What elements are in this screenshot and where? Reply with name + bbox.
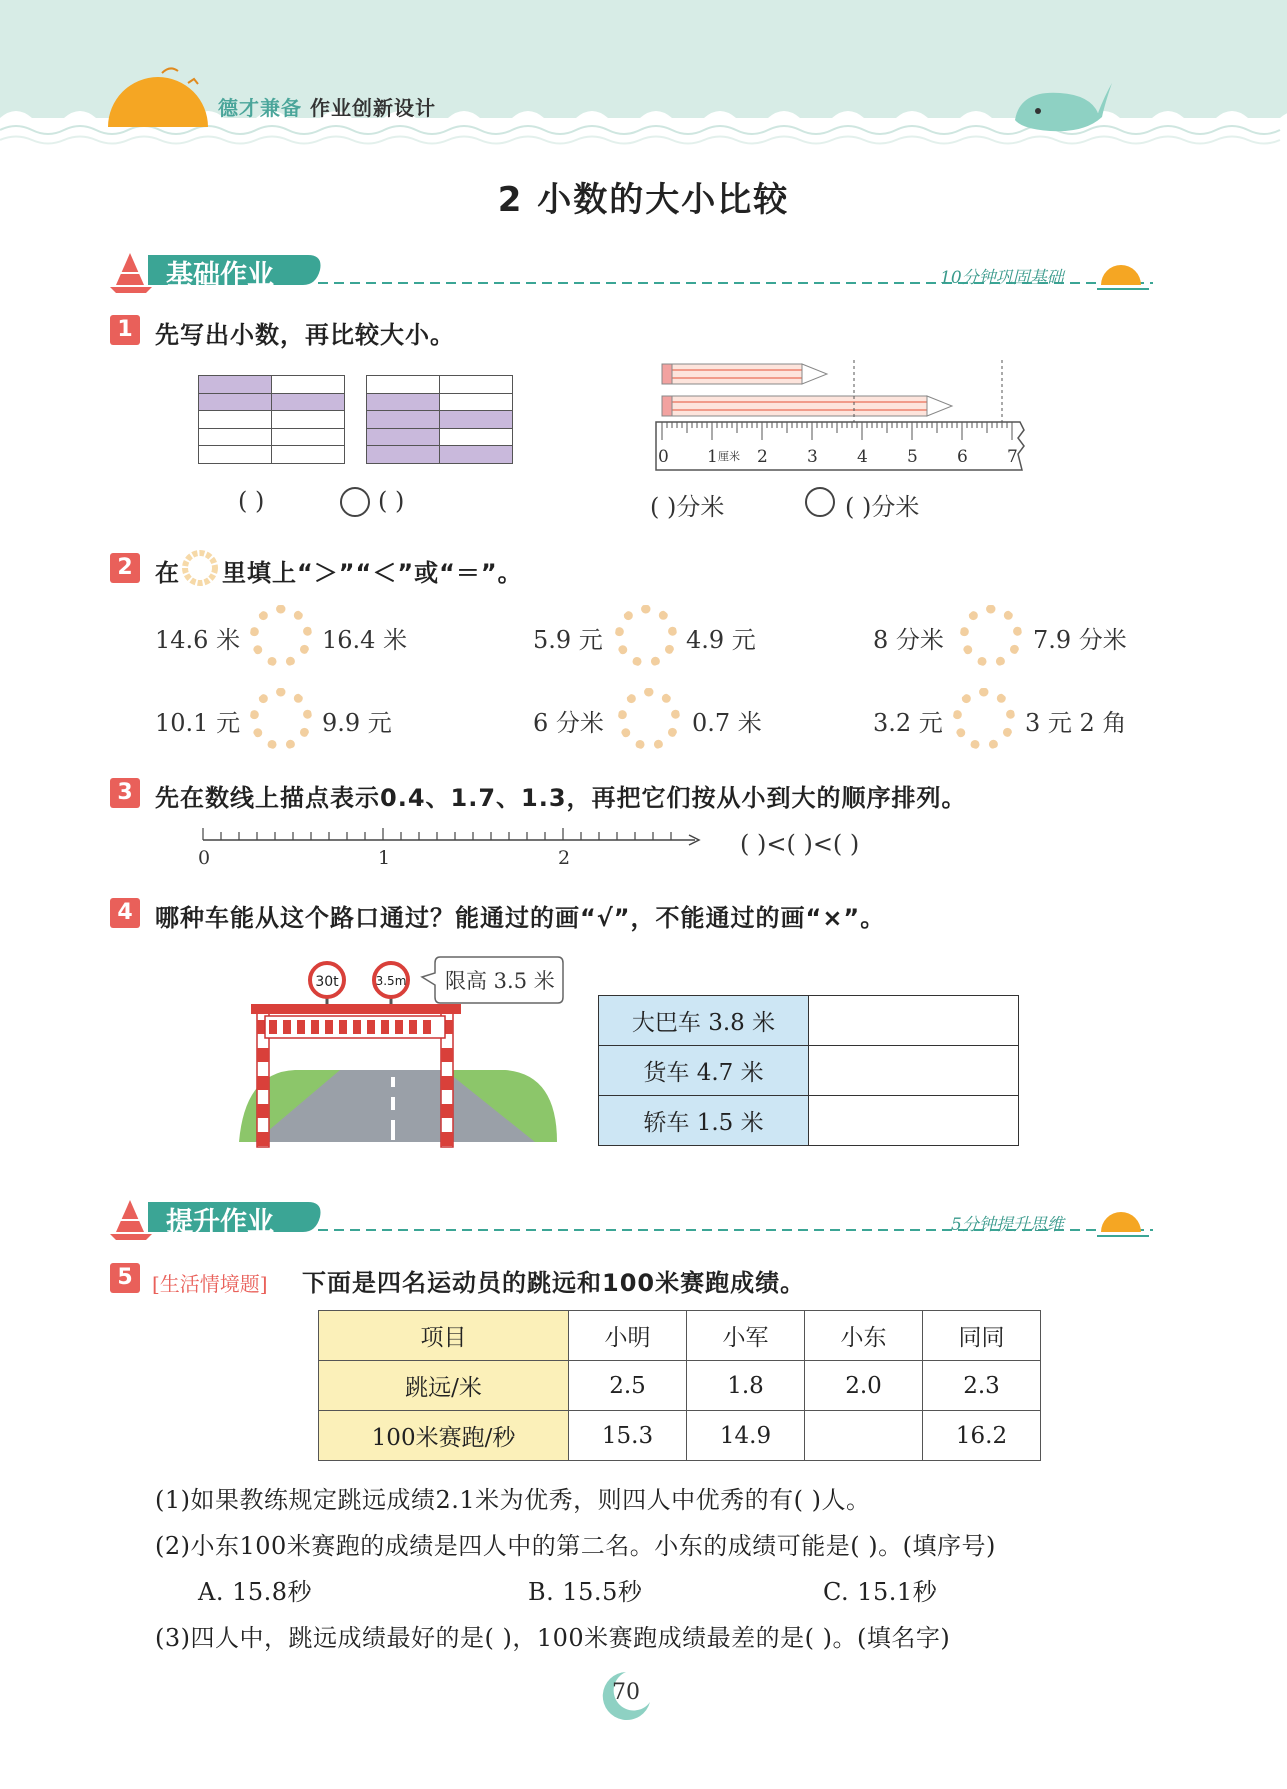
q1-text: 先写出小数，再比较大小。 [155, 321, 455, 349]
q2-number: 2 [110, 553, 140, 583]
q5-sub3[interactable]: (3)四人中，跳远成绩最好的是( )，100米赛跑成绩最差的是( )。(填名字) [155, 1624, 951, 1652]
q1-pencils-ruler [652, 358, 1032, 478]
small-sun-icon [1093, 255, 1153, 291]
q3-text: 先在数线上描点表示0.4、1.7、1.3，再把它们按从小到大的顺序排列。 [155, 784, 967, 812]
section-advanced-bar [108, 1192, 1153, 1242]
q1-ruler-answer-right[interactable]: ( )分米 [845, 493, 920, 521]
table-header-cell: 小军 [687, 1311, 805, 1361]
section-basic-tip: 10分钟巩固基础 [940, 268, 1064, 288]
ruler-tick-2: 2 [757, 447, 768, 467]
number-line-label-1: 1 [378, 847, 391, 869]
q2-r2c3-left: 3.2 元 [873, 709, 943, 737]
table-cell: 100米赛跑/秒 [319, 1411, 569, 1461]
q2-r1c1-right: 16.4 米 [322, 626, 408, 654]
table-cell: 2.5 [569, 1361, 687, 1411]
table-header-cell: 小东 [805, 1311, 923, 1361]
brand-part1: 德才兼备 [218, 96, 302, 120]
table-row [319, 1361, 1041, 1411]
table-cell-blank[interactable] [805, 1411, 923, 1461]
q5-option-a: A. 15.8秒 [198, 1578, 313, 1606]
ruler-tick-5: 5 [907, 447, 918, 467]
vehicle-label: 轿车 1.5 米 [599, 1096, 809, 1146]
page-title: 2 小数的大小比较 [497, 180, 790, 220]
q5-text: 下面是四名运动员的跳远和100米赛跑成绩。 [302, 1269, 806, 1297]
number-line-label-0: 0 [198, 847, 211, 869]
table-header-cell: 项目 [319, 1311, 569, 1361]
ruler-tick-6: 6 [957, 447, 968, 467]
small-sun-icon [1093, 1202, 1153, 1238]
brand [218, 92, 436, 121]
section-advanced-label: 提升作业 [166, 1207, 274, 1238]
ruler-tick-0: 0 [658, 447, 669, 467]
table-cell: 2.0 [805, 1361, 923, 1411]
q4-number: 4 [110, 898, 140, 928]
table-cell: 16.2 [923, 1411, 1041, 1461]
q5-tag: [生活情境题] [152, 1272, 268, 1296]
q3-number: 3 [110, 778, 140, 808]
q3-number-line [195, 822, 705, 872]
ruler-tick-3: 3 [807, 447, 818, 467]
q5-number: 5 [110, 1263, 140, 1293]
q5-sub1[interactable]: (1)如果教练规定跳远成绩2.1米为优秀，则四人中优秀的有( )人。 [155, 1486, 871, 1514]
vehicle-answer-cell[interactable] [809, 996, 1019, 1046]
q2-r1c2-blank[interactable] [615, 605, 677, 667]
q1-grid-answer-left[interactable]: ( ) [238, 487, 265, 515]
page-number: 70 [612, 1680, 640, 1705]
table-row [319, 1311, 1041, 1361]
sign-weight-limit: 30t [315, 974, 339, 990]
table-header-cell: 小明 [569, 1311, 687, 1361]
q4-text: 哪种车能从这个路口通过？能通过的画“√”，不能通过的画“×”。 [155, 904, 886, 932]
q2-text-suffix: 里填上“＞”“＜”或“＝”。 [222, 559, 523, 587]
section-basic-bar [108, 245, 1153, 295]
q2-r1c1-blank[interactable] [250, 605, 312, 667]
q2-r1c1-left: 14.6 米 [155, 626, 241, 654]
table-cell: 2.3 [923, 1361, 1041, 1411]
ruler-tick-1: 1 [707, 447, 718, 467]
number-line-label-2: 2 [558, 847, 571, 869]
table-row [599, 996, 1019, 1046]
q2-r2c3-blank[interactable] [953, 688, 1015, 750]
q1-grid-answer-right[interactable]: ( ) [378, 487, 405, 515]
q2-r2c3-right: 3 元 2 角 [1025, 709, 1127, 737]
speech-bubble-text: 限高 3.5 米 [445, 969, 555, 993]
q2-r2c1-blank[interactable] [250, 688, 312, 750]
table-cell: 跳远/米 [319, 1361, 569, 1411]
q2-r1c3-left: 8 分米 [873, 626, 944, 654]
section-basic-label: 基础作业 [166, 260, 274, 291]
q5-option-c: C. 15.1秒 [823, 1578, 938, 1606]
q1-compare-circle-right[interactable] [805, 487, 835, 517]
table-cell: 1.8 [687, 1361, 805, 1411]
q2-r2c1-left: 10.1 元 [155, 709, 241, 737]
q2-r2c1-right: 9.9 元 [322, 709, 392, 737]
table-row [319, 1411, 1041, 1461]
sun-icon [100, 55, 215, 130]
table-row [599, 1096, 1019, 1146]
vehicle-label: 大巴车 3.8 米 [599, 996, 809, 1046]
q1-number: 1 [110, 315, 140, 345]
brand-part2: 作业创新设计 [309, 96, 436, 120]
q1-ruler-answer-left[interactable]: ( )分米 [650, 493, 725, 521]
vehicle-label: 货车 4.7 米 [599, 1046, 809, 1096]
q5-option-b: B. 15.5秒 [528, 1578, 643, 1606]
ruler-tick-4: 4 [857, 447, 868, 467]
table-cell: 14.9 [687, 1411, 805, 1461]
whale-icon [1010, 75, 1115, 135]
table-header-cell: 同同 [923, 1311, 1041, 1361]
table-cell: 15.3 [569, 1411, 687, 1461]
q2-r2c2-left: 6 分米 [533, 709, 604, 737]
section-advanced-tip: 5分钟提升思维 [951, 1215, 1064, 1235]
q2-r2c2-blank[interactable] [618, 688, 680, 750]
ruler-unit: 厘米 [718, 450, 740, 463]
vehicle-answer-cell[interactable] [809, 1046, 1019, 1096]
q2-r1c2-right: 4.9 元 [686, 626, 756, 654]
q4-vehicle-table [598, 995, 1019, 1146]
vehicle-answer-cell[interactable] [809, 1096, 1019, 1146]
q1-grid-right [366, 375, 513, 464]
flower-circle-icon [182, 550, 218, 586]
q2-r1c3-blank[interactable] [960, 605, 1022, 667]
table-row [599, 1046, 1019, 1096]
q5-sub2[interactable]: (2)小东100米赛跑的成绩是四人中的第二名。小东的成绩可能是( )。(填序号) [155, 1532, 996, 1560]
q2-r1c2-left: 5.9 元 [533, 626, 603, 654]
q2-r1c3-right: 7.9 分米 [1033, 626, 1127, 654]
q3-order-answer[interactable]: ( )<( )<( ) [740, 830, 860, 858]
q5-score-table [318, 1310, 1041, 1461]
sign-height-limit: 3.5m [375, 974, 407, 988]
q2-text-prefix: 在 [155, 559, 180, 587]
q1-grid-left [198, 375, 345, 464]
q1-compare-circle-left[interactable] [340, 487, 370, 517]
ruler-tick-7: 7 [1007, 447, 1018, 467]
q2-r2c2-right: 0.7 米 [692, 709, 762, 737]
